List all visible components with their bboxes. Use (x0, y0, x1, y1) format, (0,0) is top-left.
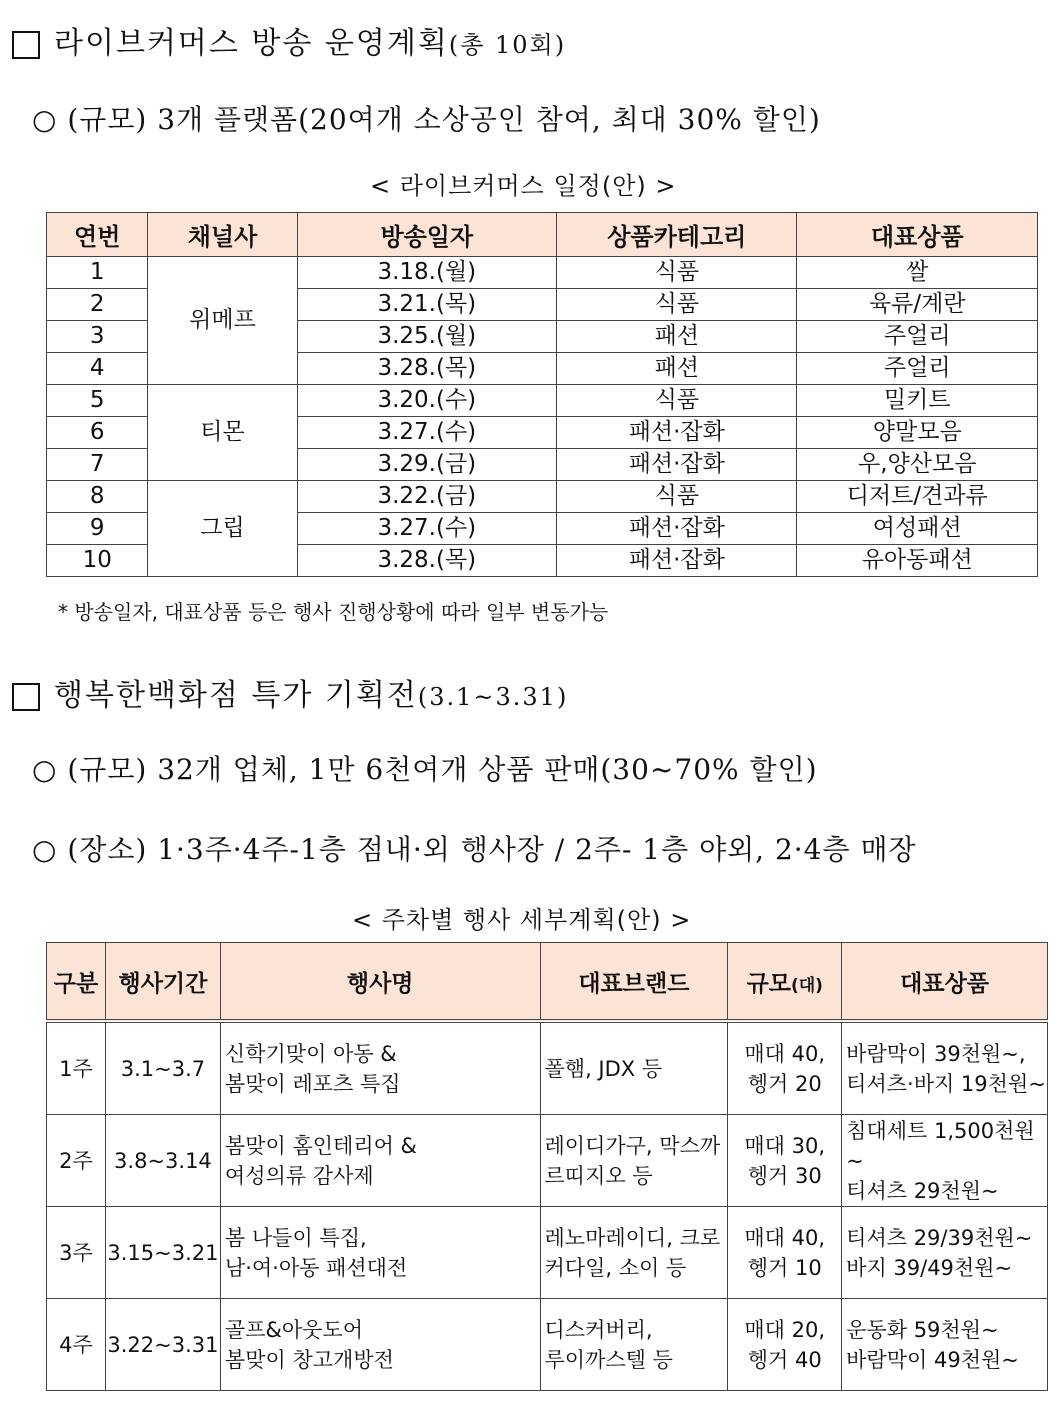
header-products: 대표상품 (842, 943, 1048, 1022)
products-cell-line: 바람막이 49천원~ (846, 1347, 1019, 1372)
scale-cell-line: 매대 40, (744, 1225, 826, 1250)
products-cell-line: 침대세트 1,500천원~ (846, 1118, 1035, 1173)
brand-cell-line: 르띠지오 등 (544, 1163, 653, 1188)
checkbox-square-icon (12, 683, 40, 711)
category: 패션·잡화 (557, 513, 797, 545)
header-cell: 대표상품 (797, 213, 1038, 257)
event-name-cell (220, 1115, 540, 1207)
weekly-event-plan-table (46, 942, 1048, 1391)
header-cell: 방송일자 (297, 213, 557, 257)
table-row (47, 1299, 1048, 1391)
brand-cell (540, 1207, 728, 1299)
location-bullet: ○ (장소) 1·3주·4주-1층 점내·외 행사장 / 2주- 1층 야외, 2·4층 매장 (32, 833, 917, 866)
scale-cell (728, 1207, 842, 1299)
period-cell: 3.8~3.14 (105, 1115, 220, 1207)
products-cell (842, 1299, 1048, 1391)
scale-cell (728, 1299, 842, 1391)
category: 패션·잡화 (557, 449, 797, 481)
heading-text: 행복한백화점 특가 기획전 (54, 678, 418, 713)
section1-heading (12, 18, 566, 62)
brand-cell-line: 레이디가구, 막스까 (544, 1133, 721, 1158)
heading-suffix: (총 10회) (448, 31, 567, 59)
period-cell: 3.1~3.7 (105, 1021, 220, 1115)
channel-cell: 위메프 (148, 257, 297, 385)
scale-bullet: ○ (규모) 32개 업체, 1만 6천여개 상품 판매(30~70% 할인) (32, 753, 818, 786)
event-name-cell-line: 봄맞이 홈인테리어 & (224, 1133, 417, 1158)
category: 패션 (557, 321, 797, 353)
row-number: 6 (47, 417, 148, 449)
scale-cell-line: 매대 20, (744, 1317, 826, 1342)
header-week: 구분 (47, 943, 106, 1022)
brand-cell-line: 디스커버리, (544, 1317, 653, 1342)
broadcast-date: 3.21.(목) (297, 289, 557, 321)
row-number: 3 (47, 321, 148, 353)
scale-cell-line: 매대 30, (744, 1133, 826, 1158)
products-cell-line: 티셔츠 29천원~ (846, 1178, 999, 1203)
header-scale-label: 규모 (746, 970, 791, 997)
brand-cell-line: 레노마레이디, 크로 (544, 1225, 721, 1250)
products-cell (842, 1115, 1048, 1207)
row-number: 8 (47, 481, 148, 513)
checkbox-square-icon (12, 31, 40, 59)
product: 양말모음 (797, 417, 1038, 449)
header-brand: 대표브랜드 (540, 943, 728, 1022)
product: 밀키트 (797, 385, 1038, 417)
product: 육류/계란 (797, 289, 1038, 321)
row-number: 10 (47, 545, 148, 577)
broadcast-date: 3.18.(월) (297, 257, 557, 289)
header-scale (728, 943, 842, 1022)
brand-cell-line: 폴햄, JDX 등 (544, 1056, 663, 1081)
category: 패션·잡화 (557, 545, 797, 577)
event-name-cell-line: 봄맞이 창고개방전 (224, 1347, 394, 1372)
table-row (47, 1115, 1048, 1207)
event-name-cell-line: 봄 나들이 특집, (224, 1225, 367, 1250)
table-row (47, 1207, 1048, 1299)
brand-cell-line: 루이까스텔 등 (544, 1347, 673, 1372)
table-row (47, 385, 1038, 417)
row-number: 9 (47, 513, 148, 545)
channel-cell: 티몬 (148, 385, 297, 481)
bullet-text: (규모) 3개 플랫폼(20여개 소상공인 참여, 최대 30% 할인) (67, 103, 821, 136)
header-cell: 연번 (47, 213, 148, 257)
row-number: 1 (47, 257, 148, 289)
event-name-cell-line: 여성의류 감사제 (224, 1163, 374, 1188)
header-event-name: 행사명 (220, 943, 540, 1022)
broadcast-date: 3.27.(수) (297, 417, 557, 449)
scale-cell (728, 1115, 842, 1207)
product: 주얼리 (797, 353, 1038, 385)
scale-cell (728, 1021, 842, 1115)
period-cell: 3.22~3.31 (105, 1299, 220, 1391)
products-cell-line: 티셔츠 29/39천원~ (846, 1225, 1033, 1250)
event-name-cell (220, 1299, 540, 1391)
row-number: 4 (47, 353, 148, 385)
broadcast-date: 3.25.(월) (297, 321, 557, 353)
products-cell (842, 1021, 1048, 1115)
week-cell: 1주 (47, 1021, 106, 1115)
heading-suffix: (3.1~3.31) (417, 683, 569, 711)
schedule-note: * 방송일자, 대표상품 등은 행사 진행상황에 따라 일부 변동가능 (58, 600, 609, 624)
products-cell-line: 티셔츠·바지 19천원~ (846, 1071, 1046, 1096)
header-cell: 상품카테고리 (557, 213, 797, 257)
category: 패션·잡화 (557, 417, 797, 449)
broadcast-date: 3.22.(금) (297, 481, 557, 513)
broadcast-date: 3.28.(목) (297, 545, 557, 577)
week-cell: 2주 (47, 1115, 106, 1207)
header-cell: 채널사 (148, 213, 297, 257)
week-cell: 3주 (47, 1207, 106, 1299)
section2-heading (12, 670, 568, 714)
broadcast-date: 3.29.(금) (297, 449, 557, 481)
product: 쌀 (797, 257, 1038, 289)
event-name-cell (220, 1207, 540, 1299)
products-cell-line: 바람막이 39천원~, (846, 1041, 1026, 1066)
products-cell-line: 운동화 59천원~ (846, 1317, 999, 1342)
channel-cell: 그립 (148, 481, 297, 577)
brand-cell-line: 커다일, 소이 등 (544, 1255, 687, 1280)
brand-cell (540, 1299, 728, 1391)
products-cell (842, 1207, 1048, 1299)
table-row (47, 481, 1038, 513)
product: 우,양산모음 (797, 449, 1038, 481)
heading-text: 라이브커머스 방송 운영계획 (54, 26, 449, 61)
scale-cell-line: 헹거 20 (747, 1071, 822, 1096)
brand-cell (540, 1021, 728, 1115)
brand-cell (540, 1115, 728, 1207)
event-name-cell-line: 남·여·아동 패션대전 (224, 1255, 408, 1280)
row-number: 2 (47, 289, 148, 321)
table1-caption: < 라이브커머스 일정(안) > (370, 172, 677, 200)
products-cell-line: 바지 39/49천원~ (846, 1255, 1013, 1280)
row-number: 5 (47, 385, 148, 417)
product: 주얼리 (797, 321, 1038, 353)
scale-cell-line: 헹거 10 (747, 1255, 822, 1280)
product: 디저트/견과류 (797, 481, 1038, 513)
scale-cell-line: 매대 40, (744, 1041, 826, 1066)
product: 유아동패션 (797, 545, 1038, 577)
row-number: 7 (47, 449, 148, 481)
category: 식품 (557, 289, 797, 321)
product: 여성패션 (797, 513, 1038, 545)
broadcast-date: 3.27.(수) (297, 513, 557, 545)
broadcast-date: 3.28.(목) (297, 353, 557, 385)
category: 패션 (557, 353, 797, 385)
category: 식품 (557, 481, 797, 513)
table-row (47, 1021, 1048, 1115)
bullet-text: (장소) 1·3주·4주-1층 점내·외 행사장 / 2주- 1층 야외, 2·4층 매장 (67, 833, 917, 866)
scale-cell-line: 헹거 40 (747, 1347, 822, 1372)
scale-cell-line: 헹거 30 (747, 1163, 822, 1188)
category: 식품 (557, 257, 797, 289)
header-scale-unit: (대) (790, 975, 823, 996)
broadcast-date: 3.20.(수) (297, 385, 557, 417)
table-row (47, 257, 1038, 289)
scale-bullet: ○ (규모) 3개 플랫폼(20여개 소상공인 참여, 최대 30% 할인) (32, 103, 821, 136)
week-cell: 4주 (47, 1299, 106, 1391)
event-name-cell (220, 1021, 540, 1115)
event-name-cell-line: 봄맞이 레포츠 특집 (224, 1071, 401, 1096)
event-name-cell-line: 골프&아웃도어 (224, 1317, 364, 1342)
category: 식품 (557, 385, 797, 417)
period-cell: 3.15~3.21 (105, 1207, 220, 1299)
event-name-cell-line: 신학기맞이 아동 & (224, 1041, 397, 1066)
table2-caption: < 주차별 행사 세부계획(안) > (352, 906, 692, 934)
bullet-text: (규모) 32개 업체, 1만 6천여개 상품 판매(30~70% 할인) (67, 753, 818, 786)
live-commerce-schedule-table (46, 212, 1038, 577)
header-period: 행사기간 (105, 943, 220, 1022)
